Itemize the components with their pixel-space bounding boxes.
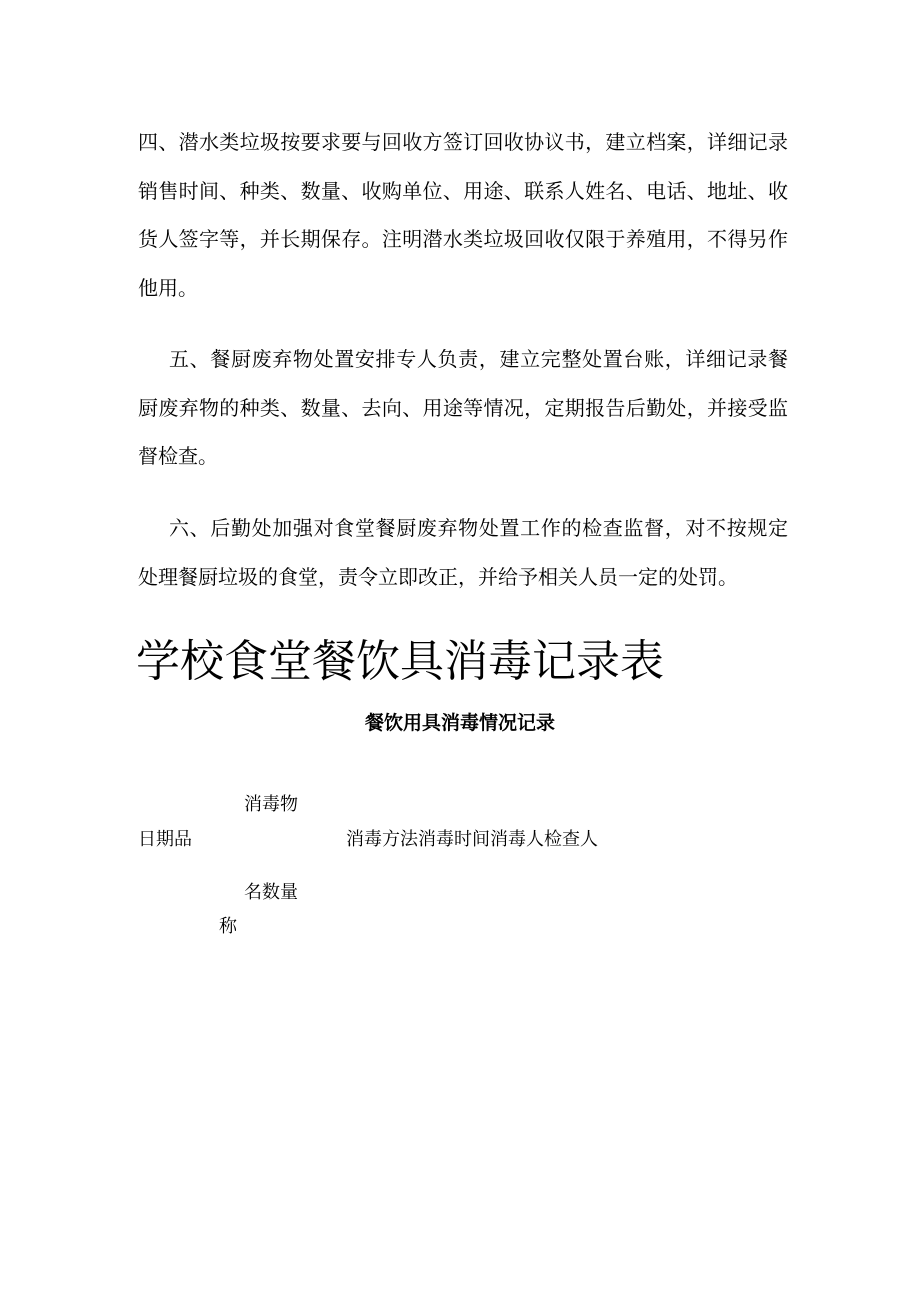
- header-name-end: 称: [219, 916, 237, 937]
- paragraph-item-5: 五、餐厨废弃物处置安排专人负责，建立完整处置台账，详细记录餐厨废弃物的种类、数量、去向、用途等情况，定期报告后勤处，并接受监督检查。: [138, 347, 788, 468]
- form-subtitle: 餐饮用具消毒情况记录: [364, 712, 555, 734]
- header-name-quantity: 名数量: [244, 882, 298, 903]
- header-date-item: 日期品: [138, 829, 192, 850]
- header-columns: 消毒方法消毒时间消毒人检查人: [346, 829, 598, 850]
- paragraph-item-6: 六、后勤处加强对食堂餐厨废弃物处置工作的检查监督，对不按规定处理餐厨垃圾的食堂，责令立即改正，并给予相关人员一定的处罚。: [138, 516, 788, 589]
- form-title: 学校食堂餐饮具消毒记录表: [136, 636, 664, 687]
- paragraph-item-4: 四、潜水类垃圾按要求要与回收方签订回收协议书，建立档案，详细记录销售时间、种类、数量、收购单位、用途、联系人姓名、电话、地址、收货人签字等，并长期保存。注明潜水类垃圾回收仅限于养殖用，不得另作他用。: [138, 130, 788, 300]
- header-item-top: 消毒物: [244, 794, 298, 815]
